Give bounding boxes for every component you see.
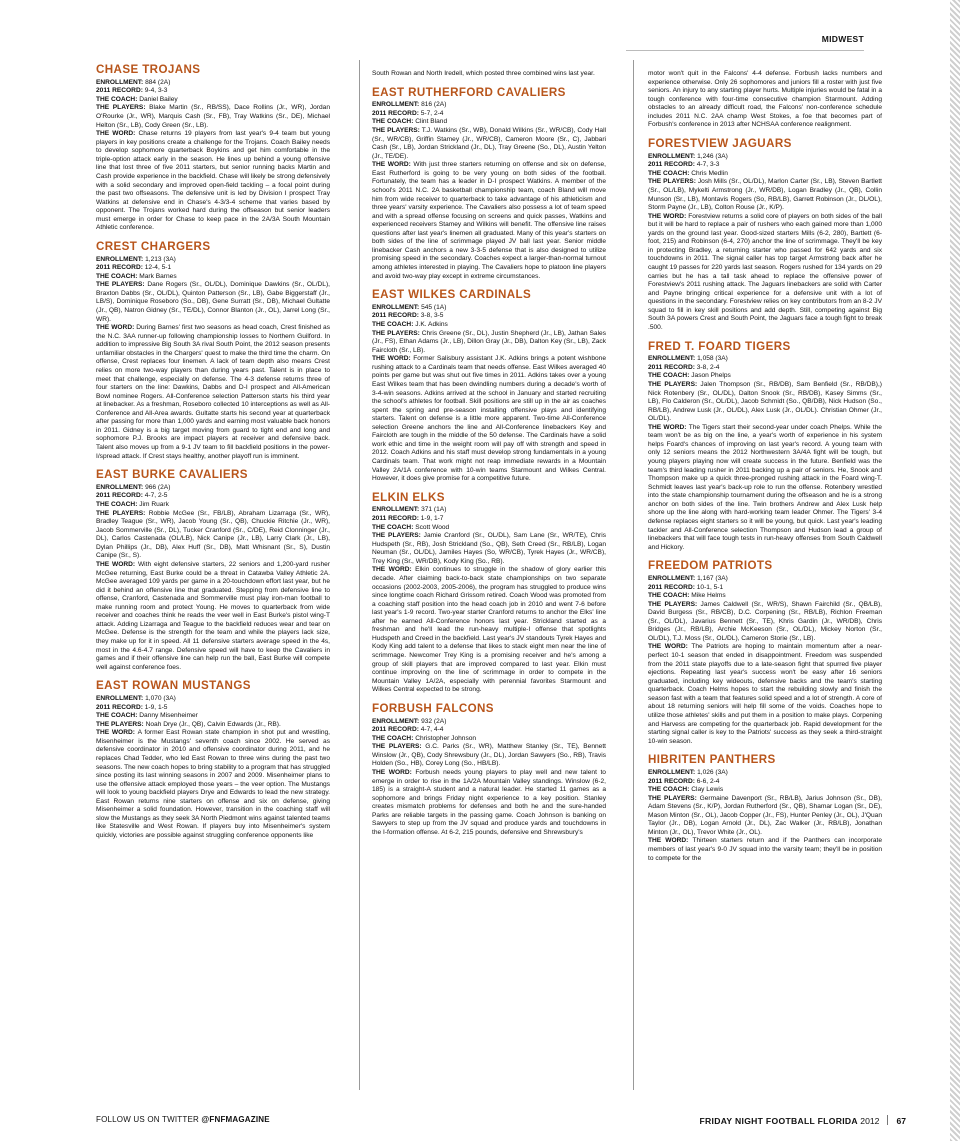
team-title: EAST ROWAN MUSTANGS: [96, 679, 251, 693]
coach-value: Clint Bland: [415, 118, 448, 126]
coach-line: [96, 96, 330, 105]
enrollment-value: 1,246 (3A): [697, 152, 728, 160]
coach-label: THE COACH:: [96, 272, 140, 280]
record-line: [648, 364, 882, 373]
enrollment-line: [96, 256, 330, 265]
coach-value: Mike Helms: [691, 592, 726, 600]
enrollment-line: [96, 484, 330, 493]
record-value: 1-9, 1-5: [144, 703, 168, 711]
record-value: 6-6, 2-4: [696, 777, 720, 785]
record-line: [96, 87, 330, 96]
coach-line: [372, 735, 606, 744]
word-text: Former Salisbury assistant J.K. Adkins brings a potent wishbone rushing attack to a Cardinals team that needs offense. East Wilkes averaged 40 points per game but was shut out five times in 2011. Adkins takes over a young East Wilkes team that has been dwindling numbers during a decade's worth of 3-4-win seasons. Adkins arrived at the school in January and started recruiting the school's athletes for football. Skill positions are still up in the air as coaches spent the spring and pre-season installing offensive plays and identifying starters. Talent on defense is a little more apparent. Two-time All-Conference selection Greene anchors the line and All-Conference linebackers Key and Faircloth are tough in the middle of the 50 defense. The Cardinals have a solid work ethic and time in the weight room will pay off with strength and speed in 2012. Coach Adkins and his staff must develop strong fundamentals in a young Cardinals team. That work might not reap immediate rewards in a Mountain Valley 2A/1A conference with 10-win teams Starmount and Wilkes Central. However, it does give promise for a competitive future.: [372, 355, 606, 483]
word-text: Forestview returns a solid core of players on both sides of the ball but it will be hard to replace a pair of rushers who each gained more than 1,000 yards on the ground last year. Good-sized starters Mills (6-2, 280), Bartlett (6-foot, 215) and Robinson (6-4, 270) anchor the line of scrimmage. They'll be key in protecting Bradley, a returning starter who passed for 642 yards and six touchdowns in 2011. The signal caller has top target Armstrong back after he caught 19 passes for 220 yards last season. Rogers rushed for 134 yards on 29 carries but he has a tall task ahead to replace the offensive power of Forestview's 2011 rushing attack. The Jaguars linebackers are solid with Carter and Payne bringing critical experience for a defensive unit with a lot of questions in the secondary. Forestview relies on key contributors from an 8-2 JV squad to fill in key skill positions and add depth. Still, competing against Big South 3A powers Crest and South Point, the Jaguars face a tough fight to break .500.: [648, 212, 882, 331]
players-text: Robbie McGee (Sr., FB/LB), Abraham Lizarraga (Sr., WR), Bradley Teague (Sr., WR), Jacob Young (Sr., QB), Chuckie Ritchie (Jr., WR), Jacob Sommerville (Sr., DL), Tucker Cranford (Sr., C/DE), Reid Clonninger (Jr., DL), Carlos Castenada (OL/LB), Nick Canipe (Jr., LB), Larry Clark (Jr., LB), Dylan Phillips (Jr., DB), Alex Huff (Sr., DB), Matt Whisnant (Sr., S), Dustin Canipe (Sr., S).: [96, 509, 330, 560]
team-title: FREEDOM PATRIOTS: [648, 559, 773, 573]
team-title: EAST BURKE CAVALIERS: [96, 468, 248, 482]
coach-label: THE COACH:: [96, 95, 140, 103]
players-text: Jamie Cranford (Sr., OL/DL), Sam Lane (Sr., WR/TE), Chris Hudspeth (Sr., RB), Josh Strickland (So., QB), Seth Creed (Sr., RB/LB), Logan Neuman (Sr., OL/DL), Jamiles Hayes (So, WR/CB), Tyrek Hayes (Jr., WR/CB), Trey King (Sr., WR/DB), Kody King (So., RB).: [372, 532, 607, 565]
record-label: 2011 RECORD:: [372, 515, 421, 522]
record-value: 1-9, 1-7: [420, 515, 444, 522]
team-title: FORESTVIEW JAGUARS: [648, 136, 792, 150]
enrollment-label: ENROLLMENT:: [648, 574, 698, 582]
coach-label: THE COACH:: [372, 734, 416, 742]
players-text: T.J. Watkins (Sr., WB), Donald Wilkins (Sr., WR/CB), Cody Hall (Sr., WR/CB), Griffin Stamey (Jr., WR/CB), Cameron Moore (Sr., C), Jabbari Cash (Sr., LB), Jordan Strickland (Jr., DL), Tray Greene (So., DL), Austin Yelton (Jr., TE/DE).: [372, 127, 606, 160]
team-profile: [648, 560, 882, 746]
players-line: [96, 281, 330, 324]
enrollment-value: 545 (1A): [421, 303, 447, 311]
enrollment-line: [648, 153, 882, 162]
players-line: [648, 381, 882, 424]
players-line: [372, 532, 606, 566]
team-profile: [372, 87, 606, 282]
word-label: THE WORD:: [648, 837, 693, 845]
coach-value: Daniel Bailey: [139, 95, 178, 103]
enrollment-value: 1,026 (3A): [697, 768, 728, 776]
twitter-handle-link[interactable]: @FNFMAGAZINE: [201, 1115, 270, 1124]
word-label: THE WORD:: [96, 130, 139, 138]
coach-line: [372, 321, 606, 330]
players-line: [96, 510, 330, 561]
word-text: During Barnes' first two seasons as head coach, Crest finished as the N.C. 3AA runner-up following championship losses to Northern Guilford. In addition to impressive Big South 3A rival South Point, the 2012 season presents unfamiliar obstacles in the Chargers' quest to make the third time the charm. On offense, Crest replaces four linemen. A lack of team depth also means Crest relies on more two-way players than during years past. Talent is in place to meet that challenge, especially on defense. The 4-3 defense returns three of four starters on the line: Dawkins, Dabbs and D-I prospect and All-American Bowl nominee Rogers. All-Conference selection Patterson starts his third year at linebacker. As a freshman, Roseboro collected 10 interceptions as well as All-Conference and All-Area awards. Gultatte starts his second year at quarterback after passing for more than 1,000 yards and earning most valuable back honors in 2011. Gidney is a big target moving from guard to tight end and long and sophomore P.J. Brooks are impact players at receiver and defensive back. Talent also moves up from a 9-1 JV team to fill backfield positions in the power-I/spread attack. If Crest stays healthy, another playoff run is imminent.: [96, 324, 330, 460]
team-profile: [372, 289, 606, 484]
players-text: Germaine Davenport (Sr., RB/LB), Jarius Johnson (Sr., DB), Adam Stevens (Sr., K/P), Jordan Rutherford (Sr., QB), Shamar Logan (Sr., DE), Mason Minton (Sr., OL), Jacob Copper (Jr., FS), Hunter Penley (Jr., OL), J'Quan Taylor (Jr., DB), Logan Arnold (Jr., DL), Zac Walker (Jr., RB/LB), Jonathan Minton (Jr., OL), Trevor White (Jr., OL).: [648, 794, 882, 836]
team-profile: [648, 754, 882, 863]
footer-twitter: [96, 1115, 270, 1124]
continued-text: [372, 70, 606, 79]
players-line: [96, 721, 330, 730]
record-label: 2011 RECORD:: [96, 703, 145, 711]
players-text: Chris Greene (Sr., DL), Justin Shepherd (Jr., LB), Jathan Sales (Jr., FS), Ethan Adams (Jr., LB), Dillon Gray (Jr., DB), Dalton Key (Sr., LB), Zack Faircloth (Sr., LB).: [372, 329, 606, 354]
word-label: THE WORD:: [96, 560, 138, 568]
footer-divider: [887, 1115, 888, 1125]
word-paragraph: [372, 566, 606, 694]
record-value: 12-4, 5-1: [144, 264, 172, 272]
coach-label: THE COACH:: [96, 712, 140, 720]
page-number: 67: [896, 1116, 906, 1126]
enrollment-value: 1,070 (3A): [145, 695, 176, 702]
word-label: THE WORD:: [648, 643, 692, 651]
record-label: 2011 RECORD:: [96, 492, 145, 500]
word-text: The Patriots are hoping to maintain momentum after a near-perfect 10-1 season that ended in disappointment. Freedom was suspended from the 2011 state playoffs due to a late-season fight that spurred five player ejections. Repeating last year's success won't be easy after 16 seniors graduated, including key wideouts, defensive backs and the team's starting quarterback. Coach Helms hopes to start the rebuilding slowly and finish the season fast with a team that features solid speed and a lot of strength. A core of about 18 returning seniors will help fill some of the voids. Coaches hope to utilize those athletes' skills and put them in a position to make plays. Corpening and Harvess are competing for the quarterback job. Rapid development for the starting signal caller is key to the Patriots' success as they seek a third-straight 10-win season.: [648, 643, 882, 745]
coach-value: Danny Misenheimer: [139, 712, 198, 720]
article-column-1: [96, 64, 330, 849]
article-column-3: [648, 70, 882, 871]
article-column-2: [372, 70, 606, 845]
coach-value: Mark Barnes: [139, 272, 177, 280]
coach-line: [372, 118, 606, 127]
record-line: [96, 492, 330, 501]
word-label: THE WORD:: [372, 768, 416, 776]
record-label: 2011 RECORD:: [648, 777, 697, 785]
players-label: THE PLAYERS:: [96, 281, 148, 289]
enrollment-label: ENROLLMENT:: [648, 355, 698, 363]
word-text: With eight defensive starters, 22 seniors and 1,200-yard rusher McGee returning, East Burke could be a threat in Catawba Valley Athletic 2A. McGee averaged 109 yards per game in a 20-touchdown effort last year, but he did it behind an offensive line that graduated. Stepping from defensive line to offense, Cranford, Castenada and Sommerville must play iron-man football to make running room and protect Young. He moves to quarterback from wide receiver and coaches think he reads the veer well in East Burke's pistol wing-T attack. Adding Lizarraga and Teague to the backfield reduces wear and tear on McGee. Defense is the strength for the team and while the players lack size, they make up for it in speed. All 11 defensive starters average speed in the 4s, most in the 4.6-4.7 range. Defensive speed will have to keep the Cavaliers in games and if their offensive line can help run the ball, East Burke will compete well against conference foes.: [96, 560, 330, 671]
word-text: With just three starters returning on offense and six on defense, East Rutherford is going to be very young on both sides of the football. Fortunately, the team has a leader in D-I prospect Watkins. A member of the school's 2011 N.C. 2A basketball championship team, coach Bland will move him from wide receiver to quarterback to take advantage of his athleticism and three years' varsity experience. The Cavaliers also possess a lot of team speed and with a spread offense focusing on screens and quick passes, Watkins and experienced receivers Stamey and Wilkins will benefit. The offensive line raises questions after last year's linemen all graduated. Many of this year's starters on both sides of the line of scrimmage played JV ball last year. Senior middle linebacker Cash anchors a new 3-3-5 defense that is also designed to utilize promising speed in the secondary. Coaches expect a larger-than-normal turnout among athletes interested in playing. The Cavaliers hope to platoon line players and avoid two-way play except in extreme circumstances.: [372, 161, 606, 280]
enrollment-value: 966 (2A): [145, 483, 171, 491]
players-label: THE PLAYERS:: [372, 743, 426, 751]
continued-text: [648, 70, 882, 130]
record-line: [648, 778, 882, 787]
coach-label: THE COACH:: [372, 523, 416, 531]
record-line: [648, 584, 882, 593]
coach-label: THE COACH:: [648, 169, 692, 177]
players-label: THE PLAYERS:: [96, 720, 146, 728]
enrollment-label: ENROLLMENT:: [372, 717, 422, 725]
enrollment-label: ENROLLMENT:: [372, 506, 422, 514]
record-line: [96, 264, 330, 273]
players-label: THE PLAYERS:: [372, 532, 424, 540]
players-line: [648, 178, 882, 212]
word-paragraph: [648, 837, 882, 863]
enrollment-label: ENROLLMENT:: [96, 695, 146, 702]
enrollment-value: 1,167 (3A): [697, 574, 728, 582]
record-label: 2011 RECORD:: [372, 109, 421, 117]
enrollment-line: [96, 79, 330, 88]
enrollment-line: [372, 506, 606, 515]
team-title: HIBRITEN PANTHERS: [648, 753, 776, 767]
enrollment-line: [648, 355, 882, 364]
players-line: [648, 795, 882, 838]
word-label: THE WORD:: [372, 355, 414, 363]
word-label: THE WORD:: [648, 423, 689, 431]
coach-value: Clay Lewis: [691, 786, 724, 794]
players-label: THE PLAYERS:: [96, 104, 150, 112]
coach-line: [96, 501, 330, 510]
players-label: THE PLAYERS:: [648, 794, 700, 802]
word-text: A former East Rowan state champion in shot put and wrestling, Misenheimer is the Mustangs' seventh coach since 2002. He served as defensive coordinator in 2010 and offensive coordinator during 2011, and he replaces Chad Tedder, who led East Rowan to three wins during the past two seasons. The new coach hopes to bring stability to a program that has struggled since posting its last winning seasons in 2007 and 2009. Misenheimer plans to use the offensive attack employed those years – the veer option. The Mustangs will look to young backfield players Drye and Edwards to lead the new strategy. East Rowan returns nine starters on offense and six on defense, giving Misenheimer a solid foundation. However, transition in the coaching staff will slow the Mustangs as they seek 3A North Piedmont wins against talented teams like Statesville and West Rowan. If players buy into Misenheimer's system quickly, victories are possible against struggling conference opponents like: [96, 729, 330, 839]
team-title: EAST WILKES CARDINALS: [372, 288, 532, 302]
continued-paragraph: South Rowan and North Iredell, which posted three combined wins last year.: [372, 70, 595, 77]
word-paragraph: [96, 561, 330, 672]
coach-label: THE COACH:: [96, 501, 140, 508]
footer-follow-text: FOLLOW US ON TWITTER: [96, 1115, 202, 1124]
coach-value: J.K. Adkins: [415, 321, 448, 328]
coach-value: Chris Medlin: [691, 169, 728, 177]
players-line: [96, 104, 330, 130]
team-profile: [648, 341, 882, 553]
coach-line: [648, 786, 882, 795]
enrollment-label: ENROLLMENT:: [648, 152, 698, 160]
team-profile: [648, 138, 882, 333]
record-label: 2011 RECORD:: [96, 264, 145, 272]
enrollment-label: ENROLLMENT:: [96, 78, 146, 86]
word-paragraph: [372, 161, 606, 281]
word-label: THE WORD:: [96, 729, 138, 737]
players-text: G.C. Parks (Sr., WR), Matthew Stanley (Sr., TE), Bennett Winslow (Jr., QB), Cody Shrewsbury (Jr., DL), Jordan Sawyers (So., RB), Travis Holden (So., HB), Corey Long (So., HB/LB).: [372, 743, 607, 768]
team-profile: [96, 64, 330, 233]
enrollment-line: [648, 769, 882, 778]
record-label: 2011 RECORD:: [648, 161, 697, 169]
word-paragraph: [372, 355, 606, 483]
record-value: 4-7, 2-5: [144, 492, 168, 500]
team-title: CREST CHARGERS: [96, 239, 211, 253]
word-text: Thirteen starters return and if the Panthers can incorporate members of last year's 9-0 JV squad into the varsity team; they'll be in position to compete for the: [648, 837, 882, 862]
players-line: [372, 127, 606, 161]
enrollment-value: 884 (2A): [145, 78, 171, 86]
continued-paragraph: motor won't quit in the Falcons' 4-4 defense. Forbush lacks numbers and experience otherwise. Only 26 sophomores and juniors fill a roster with just five seniors. An injury to any starting player hurts. Multiple injuries would be fatal in a tough conference with four-time consecutive champion Starmount. Adding obstacles to an already difficult road, the Falcons' non-conference schedule includes 2011 N.C. 2AA champ West Stokes, a foe that becomes part of Forbush's conference in 2013 after NCHSAA conference realignment.: [648, 70, 882, 129]
players-line: [372, 743, 606, 769]
record-value: 4-7, 3-3: [696, 161, 720, 169]
enrollment-line: [372, 304, 606, 313]
word-label: THE WORD:: [96, 324, 137, 332]
enrollment-value: 371 (1A): [421, 506, 447, 514]
record-label: 2011 RECORD:: [372, 312, 421, 320]
record-value: 3-8, 3-5: [420, 312, 444, 320]
coach-line: [648, 170, 882, 179]
players-label: THE PLAYERS:: [648, 600, 701, 608]
team-profile: [372, 492, 606, 695]
word-paragraph: [96, 130, 330, 233]
column-rule: [633, 60, 634, 1090]
coach-label: THE COACH:: [648, 372, 692, 380]
coach-line: [648, 372, 882, 381]
record-value: 3-8, 2-4: [696, 363, 720, 371]
team-title: FRED T. FOARD TIGERS: [648, 339, 791, 353]
team-title: EAST RUTHERFORD CAVALIERS: [372, 85, 566, 99]
column-rule: [359, 60, 360, 1090]
coach-value: Jason Phelps: [691, 372, 731, 380]
word-label: THE WORD:: [372, 566, 416, 574]
page-edge-pattern: [950, 0, 960, 1141]
record-line: [648, 161, 882, 170]
record-label: 2011 RECORD:: [96, 87, 145, 95]
coach-value: Scott Wood: [415, 523, 450, 531]
record-line: [96, 704, 330, 713]
coach-label: THE COACH:: [372, 118, 416, 126]
section-header: [626, 28, 864, 51]
magazine-name: FRIDAY NIGHT FOOTBALL FLORIDA: [699, 1116, 858, 1126]
coach-line: [648, 592, 882, 601]
players-text: Josh Mills (Sr., OL/DL), Marlon Carter (Sr., LB), Steven Bartlett (Sr., OL/LB), Mykelti Armstrong (Jr., WR/DB), Logan Bradley (Jr., QB), Collin Munson (Sr., LB), Montavis Rogers (So, RB/LB), Garrett Robinson (Jr., DL/OL), Storm Payne (Jr., LB), Colton Rouse (Jr., K/P).: [648, 178, 882, 212]
enrollment-label: ENROLLMENT:: [96, 255, 146, 263]
word-text: Forbush needs young players to play well and new talent to emerge in order to rise in the 1A/2A Mountain Valley standings. Winslow (6-2, 185) is a straight-A student and a natural leader. He started 11 games as a sophomore and brings Friday night experience to a key position. Stanley creates mismatch problems for defenses and both he and the sure-handed Parks are reliable targets in the passing game. Coach Johnson is banking on Sawyers to step up from the JV squad and produce yards and touchdowns in the I-formation offense. At 6-2, 215 pounds, defensive end Shrewsbury's: [372, 768, 606, 836]
team-title: FORBUSH FALCONS: [372, 701, 494, 715]
enrollment-line: [648, 575, 882, 584]
enrollment-value: 932 (2A): [421, 717, 447, 725]
players-label: THE PLAYERS:: [372, 127, 422, 134]
word-text: The Tigers start their second-year under coach Phelps. While the team won't be as big on the line, a year's worth of experience in his system helps Foard's chances of improving on last year's record. A young team with only 12 seniors means the 2012 Northwestern 3A/4A fight will be tough, but young players playing now will create success in the future. Benfield was the team's third leading rusher in 2011 backing up a pair of seniors. He, Snook and Thompson make up a quick three-pronged rushing attack in the Foard wing-T. Schmidt leaves last year's back-up role to run the offense. Rotenbery wrestled into the state championship tournament during the offseason and he is a strong anchor on both sides of the line. Twin brothers Andrew and Alex Lusk help shore up the line along with hard-working team leader Ohmer. The Tigers' 3-4 defense replaces eight starters so it will be young, but quick. Last year's leading tackler and All-Conference selection Thompson and Hudson lead a group of linebackers that will face tough tests in run-heavy offenses from South Caldwell and Hickory.: [648, 423, 882, 551]
coach-line: [96, 273, 330, 282]
team-profile: [96, 241, 330, 461]
players-text: Dane Rogers (Sr., OL/DL), Dominique Dawkins (Sr., OL/DL), Braxton Dabbs (Sr., OL/DL), Quinton Patterson (Sr., LB), Gabe Biggerstaff (Jr., LB/S), Dominique Roseboro (So., DB), Gene Surratt (Sr., DB), Michael Gultatte (Jr., QB), Natron Gidney (Sr., TE/DL), Connor Blanton (Jr., OL), Jarrel Long (Sr., WR).: [96, 281, 330, 323]
enrollment-label: ENROLLMENT:: [648, 768, 698, 776]
enrollment-line: [372, 718, 606, 727]
word-label: THE WORD:: [372, 161, 414, 169]
players-label: THE PLAYERS:: [648, 380, 701, 388]
enrollment-label: ENROLLMENT:: [372, 101, 422, 109]
word-paragraph: [648, 424, 882, 552]
enrollment-value: 1,213 (3A): [145, 255, 176, 263]
enrollment-label: ENROLLMENT:: [96, 483, 146, 491]
record-value: 5-7, 2-4: [420, 109, 444, 117]
enrollment-line: [96, 695, 330, 704]
record-label: 2011 RECORD:: [372, 726, 421, 734]
coach-line: [372, 524, 606, 533]
enrollment-value: 1,058 (3A): [697, 355, 728, 363]
team-title: CHASE TROJANS: [96, 63, 201, 76]
coach-label: THE COACH:: [648, 592, 692, 600]
record-line: [372, 110, 606, 119]
record-value: 10-1, 5-1: [696, 583, 724, 591]
enrollment-value: 816 (2A): [421, 101, 447, 109]
team-title: ELKIN ELKS: [372, 490, 445, 504]
magazine-year: 2012: [857, 1116, 880, 1126]
word-paragraph: [96, 324, 330, 461]
record-label: 2011 RECORD:: [648, 363, 697, 371]
word-paragraph: [648, 213, 882, 333]
players-text: James Caldwell (Sr., WR/S), Shawn Fairchild (Sr., QB/LB), David Burgess (Sr., RB/CB), D.C. Corpening (Sr., RB/LB), Richlon Freeman (Sr., OL/DL), Javarius Bennett (Sr., TE), Khris Gardin (Jr., WR/DB), Chris Bridges (Jr., RB/LB), Archie McKeeson (Sr., OL/DL), Mickey Norton (Sr., OL/DL), T.J. Moss (Sr., OL/DL), Cameron Storie (Sr., LB).: [648, 600, 882, 642]
players-text: Jalen Thompson (Sr., RB/DB), Sam Benfield (Sr., RB/DB),) Nick Rotenbery (Sr., OL/DL), Dalton Snook (Sr., RB/DB), Kasey Simms (Sr., LB), Flo Calderon (Sr., OL/DL), Jacob Schmidt (So., QB/DB), Nick Hudson (So., RB/LB), Andrew Lusk (Jr., OL/DL), Alex Lusk (Jr., OL/DL). Christian Ohmer (Jr., OL/DL).: [648, 380, 882, 423]
coach-value: Jim Ruark: [139, 501, 169, 508]
record-value: 4-7, 4-4: [420, 726, 444, 734]
word-text: Elkin continues to struggle in the shadow of glory earlier this decade. After claiming back-to-back state championships on two separate occasions (2002-2003, 2005-2006), the program has struggled to produce wins since longtime coach Richard Grissom retired. Coach Wood was promoted from a coaching staff position into the head coach job in 2010 and went 7-6 before last year's 1-9 record. Two-year starter Cranford returns to anchor the Elks' line after he earned All-Conference honors last year. Strickland started as a freshman and he'll lead the run-heavy multiple-I offense that spotlights Hudspeth and Creed in the backfield. Last year's JV standouts Tyrek Hayes and Kody King add talent to a defense that likes to stack eight men near the line of scrimmage. Newcomer Trey King is a promising receiver and he's among a group of skill players that are improved compared to last year. Elkin must continue improving on the line of scrimmage in order to compete in the Mountain Valley 1A/2A, especially with perennial favorites Starmount and Wilkes Central expected to be strong.: [372, 566, 606, 694]
team-profile: [96, 469, 330, 672]
record-line: [372, 726, 606, 735]
players-text: Noah Drye (Jr., QB), Calvin Edwards (Jr., RB).: [145, 720, 281, 728]
players-label: THE PLAYERS:: [648, 178, 698, 186]
coach-label: THE COACH:: [372, 321, 416, 328]
enrollment-label: ENROLLMENT:: [372, 303, 422, 311]
record-line: [372, 515, 606, 524]
coach-label: THE COACH:: [648, 786, 692, 794]
coach-line: [96, 712, 330, 721]
record-value: 9-4, 3-3: [144, 87, 168, 95]
coach-value: Christopher Johnson: [415, 734, 477, 742]
team-profile: [372, 703, 606, 838]
enrollment-line: [372, 101, 606, 110]
footer-magazine: [699, 1115, 906, 1126]
word-label: THE WORD:: [648, 212, 689, 220]
players-line: [372, 330, 606, 356]
section-label: MIDWEST: [821, 34, 864, 44]
word-paragraph: [96, 729, 330, 840]
players-label: THE PLAYERS:: [372, 329, 422, 337]
players-label: THE PLAYERS:: [96, 509, 149, 517]
word-text: Chase returns 19 players from last year's 9-4 team but young players in key positions create a challenge for the Trojans. Coach Bailey needs to develop sophomore quarterback Boykins and get him comfortable in the triple-option attack early in the season. He lines up behind a young offensive line that lost three of five 2011 starters, but senior running backs Martin and Cash provide experience in the backfield. Chase will likely be strong defensively with a solid secondary and improved open-field tackling – a focal point during the past two offseasons. The defensive unit is led by Division I prospect Tray Watkins at defensive end in Chase's 4-3/3-4 scheme that varies based by opponent. The Trojans worked hard during the offseason but senior leaders must emerge in order for Chase to keep pace in the 2A/3A South Mountain Athletic conference.: [96, 130, 330, 232]
word-paragraph: [372, 769, 606, 838]
players-line: [648, 601, 882, 644]
team-profile: [96, 680, 330, 840]
players-text: Blake Martin (Sr., RB/SS), Dace Rollins (Jr., WR), Jordan O'Rourke (Jr., WR), Marquis Cash (Sr., FB), Tray Watkins (Sr., DE), Michael Helton (Sr., LB), Cody Green (Sr., LB).: [96, 104, 330, 129]
record-label: 2011 RECORD:: [648, 583, 697, 591]
word-paragraph: [648, 643, 882, 746]
record-line: [372, 312, 606, 321]
